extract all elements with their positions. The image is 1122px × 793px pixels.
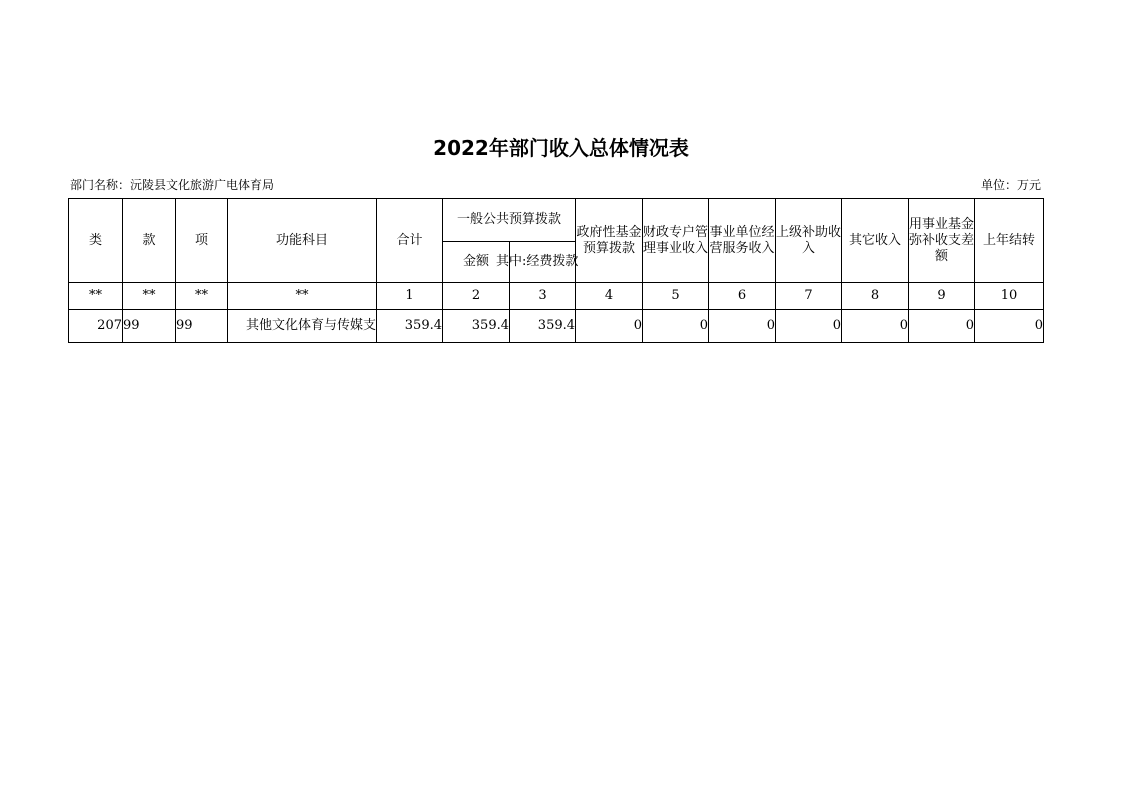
header-total: 合计: [377, 199, 443, 283]
header-lei: 类: [69, 199, 123, 283]
cell-subject: 其他文化体育与传媒支: [228, 310, 377, 343]
index-cell: 9: [909, 283, 975, 310]
header-subject: 功能科目: [228, 199, 377, 283]
index-cell: 1: [377, 283, 443, 310]
header-carryover: 上年结转: [975, 199, 1044, 283]
unit-label: 单位：万元: [980, 178, 1041, 192]
table-row: [69, 310, 1044, 343]
header-other-income: 其它收入: [842, 199, 909, 283]
header-superior-subsidy: 上级补助收入: [776, 199, 842, 283]
index-cell: **: [69, 283, 123, 310]
cell-business-income: 0: [709, 310, 776, 343]
cell-total: 359.4: [377, 310, 443, 343]
index-cell: 4: [576, 283, 643, 310]
index-cell: 7: [776, 283, 842, 310]
index-cell: **: [123, 283, 176, 310]
index-cell: 8: [842, 283, 909, 310]
index-cell: **: [176, 283, 228, 310]
cell-gov-fund: 0: [576, 310, 643, 343]
cell-amount: 359.4: [443, 310, 510, 343]
header-xiang: 项: [176, 199, 228, 283]
header-gov-fund: 政府性基金预算拨款: [576, 199, 643, 283]
income-table: [68, 198, 1044, 343]
index-row: [69, 283, 1044, 310]
header-fiscal-special: 财政专户管理事业收入: [643, 199, 709, 283]
cell-superior-subsidy: 0: [776, 310, 842, 343]
cell-carryover: 0: [975, 310, 1044, 343]
cell-lei: 207: [69, 310, 123, 343]
department-name: 部门名称：沅陵县文化旅游广电体育局: [70, 178, 275, 192]
cell-reserve: 0: [909, 310, 975, 343]
index-cell: 3: [510, 283, 576, 310]
index-cell: **: [228, 283, 377, 310]
header-general-budget: 一般公共预算拨款: [443, 199, 576, 242]
cell-of-which: 359.4: [510, 310, 576, 343]
header-reserve: 用事业基金弥补收支差额: [909, 199, 975, 283]
index-cell: 6: [709, 283, 776, 310]
header-kuan: 款: [123, 199, 176, 283]
index-cell: 5: [643, 283, 709, 310]
header-of-which: 其中:经费拨款: [510, 242, 576, 283]
header-amount: 金额: [443, 242, 510, 283]
cell-other-income: 0: [842, 310, 909, 343]
index-cell: 2: [443, 283, 510, 310]
index-cell: 10: [975, 283, 1044, 310]
header-business-income: 事业单位经营服务收入: [709, 199, 776, 283]
cell-xiang: 99: [176, 310, 228, 343]
header-row-1: [69, 199, 1044, 242]
cell-fiscal-special: 0: [643, 310, 709, 343]
report-title: 2022年部门收入总体情况表: [433, 136, 689, 160]
cell-kuan: 99: [123, 310, 176, 343]
